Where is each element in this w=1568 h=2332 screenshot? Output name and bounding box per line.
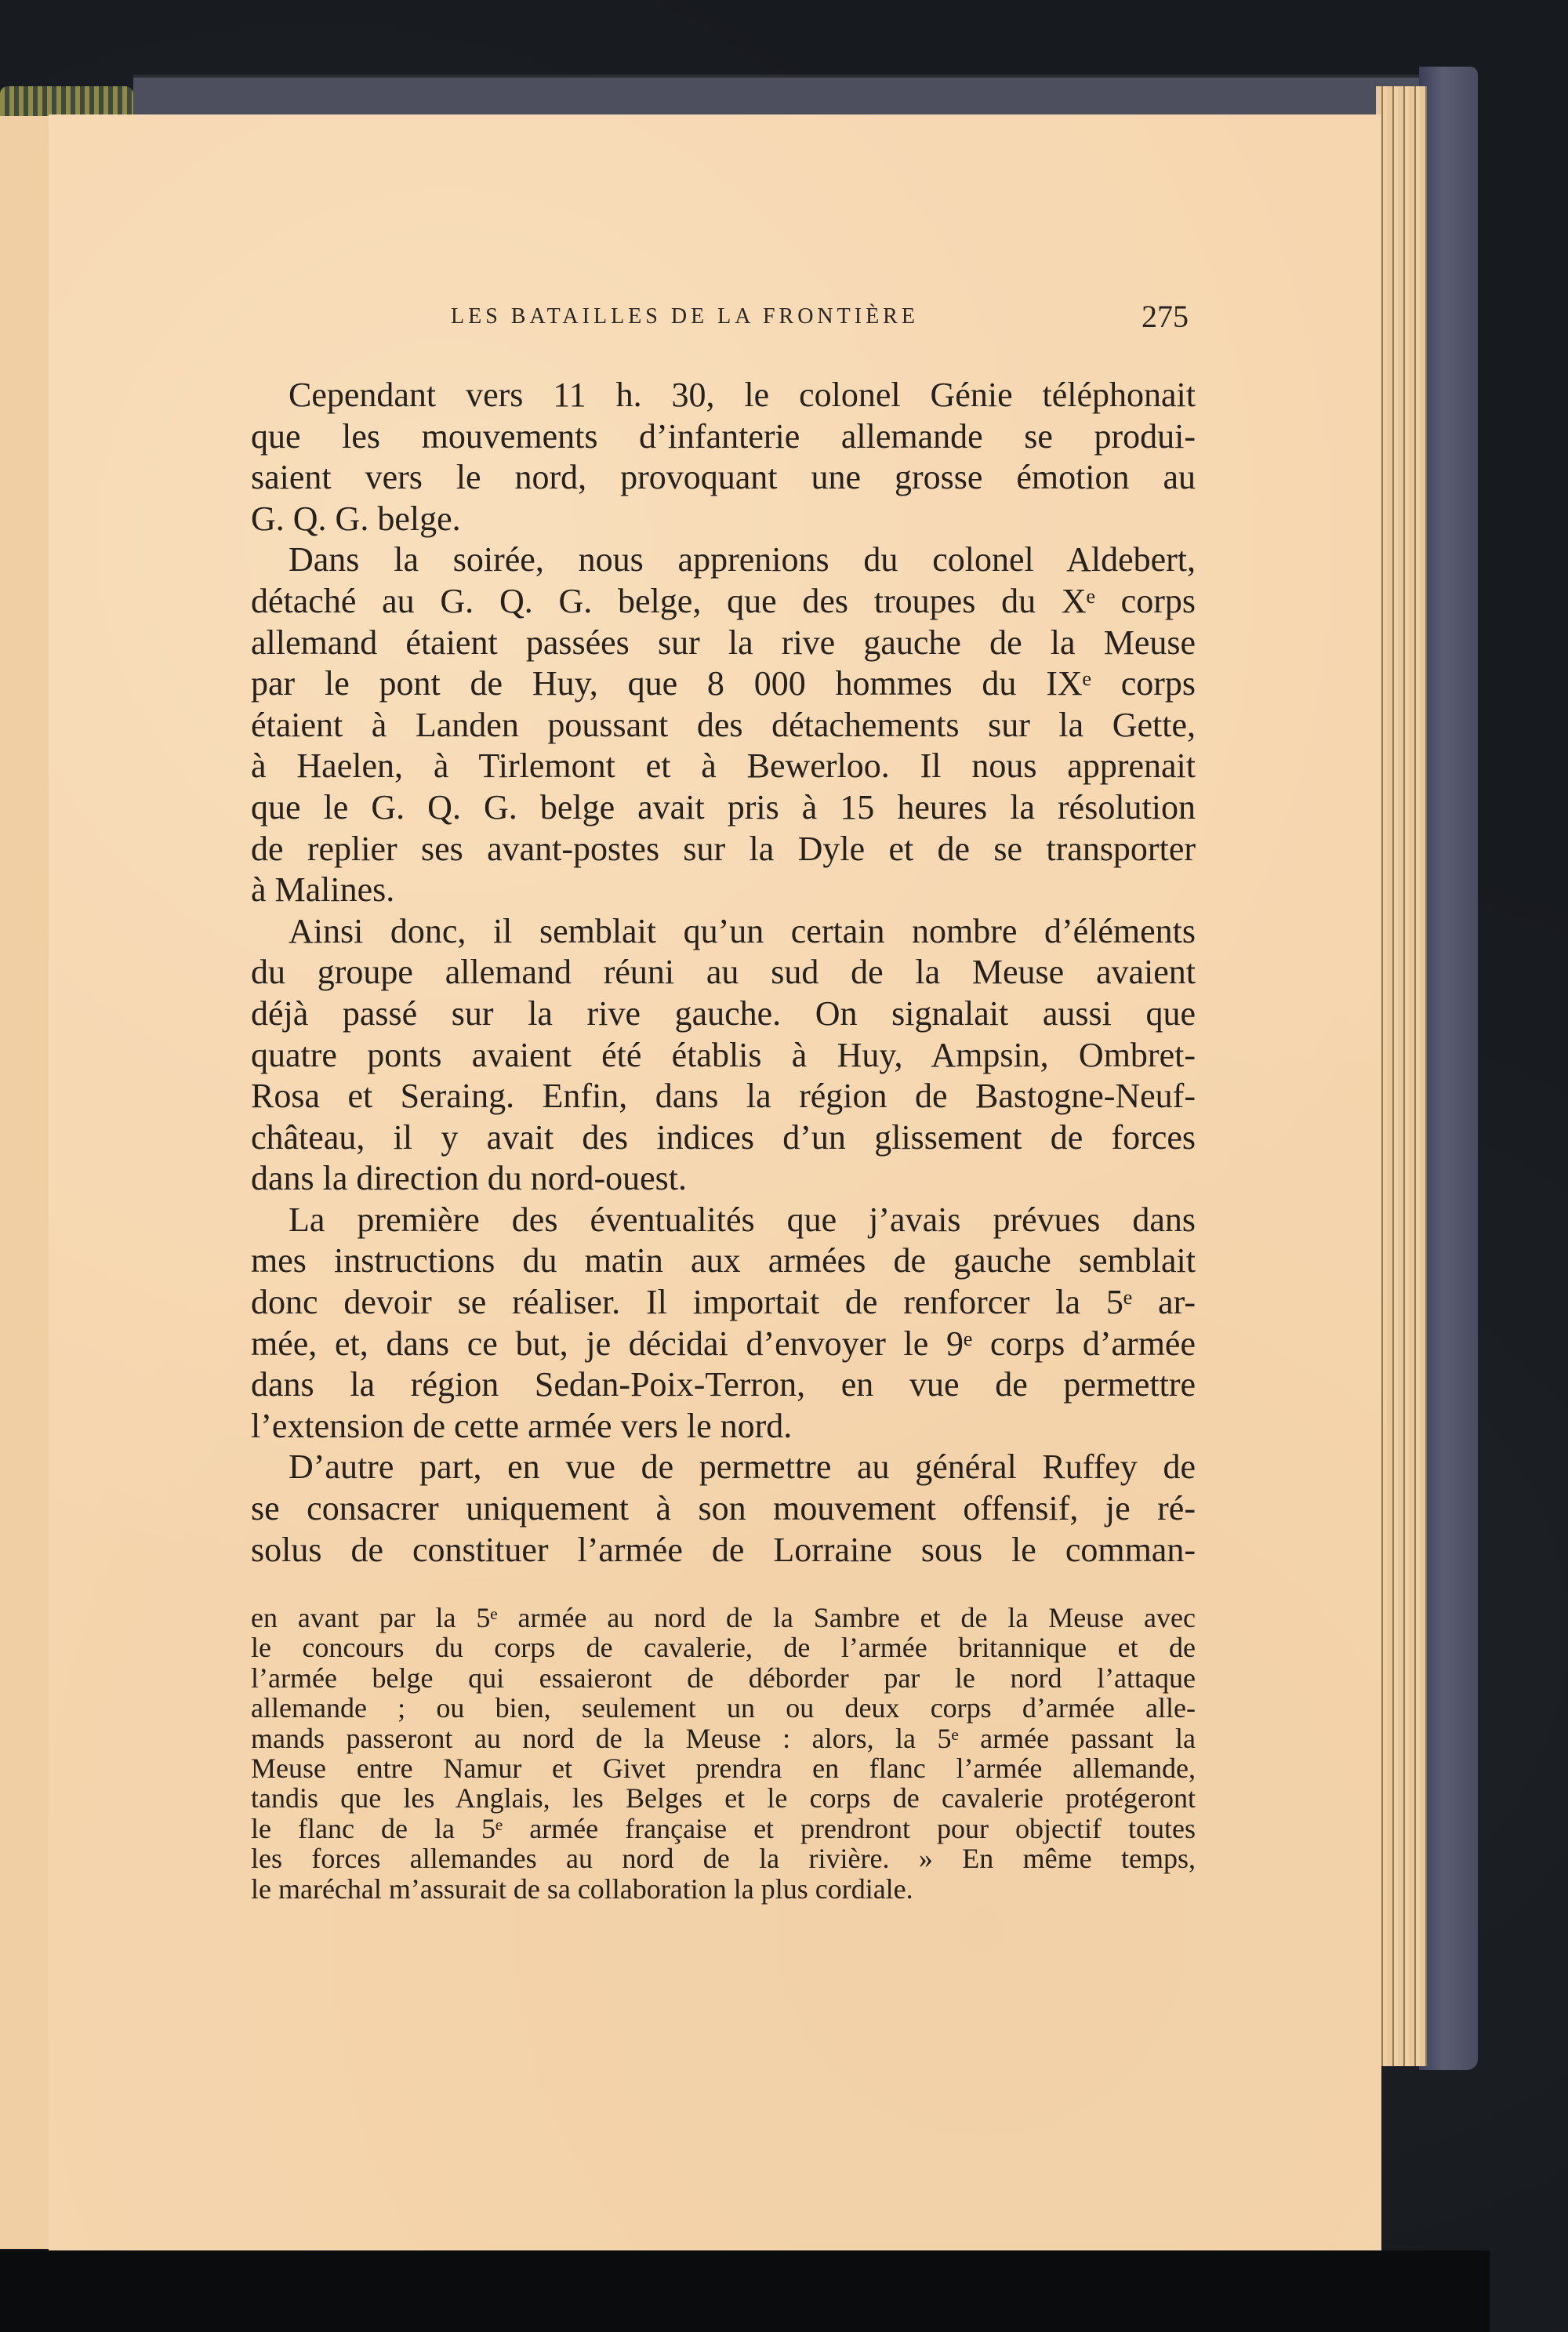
text-line: déjà passé sur la rive gauche. On signalait aussi que xyxy=(251,993,1196,1033)
text-line: Rosa et Seraing. Enfin, dans la région de Bastogne-Neuf- xyxy=(251,1077,1196,1116)
page-number: 275 xyxy=(1142,299,1189,334)
book-cover-right-edge xyxy=(1419,67,1478,2070)
footnote-line: tandis que les Anglais, les Belges et le corps de cavalerie protégeront xyxy=(251,1782,1196,1814)
text-line: étaient à Landen poussant des détachements sur la Gette, xyxy=(251,705,1196,744)
text-line: solus de constituer l’armée de Lorraine sous le comman- xyxy=(251,1530,1196,1569)
text-line: saient vers le nord, provoquant une grosse émotion au xyxy=(251,458,1196,497)
footnote-line: les forces allemandes au nord de la rivière. » En même temps, xyxy=(251,1843,1196,1875)
text-line: Dans la soirée, nous apprenions du colonel Aldebert, xyxy=(289,540,1196,579)
text-line: D’autre part, en vue de permettre au général Ruffey de xyxy=(289,1448,1196,1487)
facing-page-sliver xyxy=(0,116,50,2249)
text-line: par le pont de Huy, que 8 000 hommes du IXᵉ corps xyxy=(251,664,1196,703)
text-line: détaché au G. Q. G. belge, que des troupes du Xᵉ corps xyxy=(251,581,1196,620)
text-line: à Malines. xyxy=(251,870,395,910)
text-line: du groupe allemand réuni au sud de la Meuse avaient xyxy=(251,953,1196,992)
text-line: Cependant vers 11 h. 30, le colonel Génie téléphonait xyxy=(289,376,1196,414)
text-line: de replier ses avant-postes sur la Dyle et de se transporter xyxy=(251,829,1196,868)
footnote-line: l’armée belge qui essaieront de déborder par le nord l’attaque xyxy=(251,1662,1196,1694)
footnote xyxy=(251,1603,1196,1904)
footnote-line: allemande ; ou bien, seulement un ou deux corps d’armée alle- xyxy=(251,1692,1196,1724)
text-line: se consacrer uniquement à son mouvement offensif, je ré- xyxy=(251,1489,1196,1528)
text-line: dans la région Sedan-Poix-Terron, en vue de permettre xyxy=(251,1365,1196,1404)
book-cover-top-edge xyxy=(133,74,1466,117)
text-line: que les mouvements d’infanterie allemande se produi- xyxy=(251,416,1196,456)
running-head: LES BATAILLES DE LA FRONTIÈRE xyxy=(451,304,919,329)
text-line: quatre ponts avaient été établis à Huy, Ampsin, Ombret- xyxy=(251,1035,1196,1074)
background-shadow xyxy=(0,2250,1490,2332)
text-line: La première des éventualités que j’avais prévues dans xyxy=(289,1200,1196,1239)
footnote-line: le concours du corps de cavalerie, de l’armée britannique et de xyxy=(251,1632,1196,1664)
footnote-line: mands passeront au nord de la Meuse : alors, la 5ᵉ armée passant la xyxy=(251,1722,1196,1754)
text-line: l’extension de cette armée vers le nord. xyxy=(251,1406,793,1445)
footnote-line: le flanc de la 5ᵉ armée française et prendront pour objectif toutes xyxy=(251,1812,1196,1844)
text-line: que le G. Q. G. belge avait pris à 15 heures la résolution xyxy=(251,787,1196,826)
text-line: dans la direction du nord-ouest. xyxy=(251,1159,687,1198)
footnote-line: Meuse entre Namur et Givet prendra en flanc l’armée allemande, xyxy=(251,1752,1196,1784)
text-line: G. Q. G. belge. xyxy=(251,499,461,538)
text-line: château, il y avait des indices d’un glissement de forces xyxy=(251,1117,1196,1157)
main-text xyxy=(251,375,1196,1571)
page-stack-edges xyxy=(1376,86,1427,2066)
footnote-line: le maréchal m’assurait de sa collaboration la plus cordiale. xyxy=(251,1873,913,1905)
book-headband xyxy=(0,86,133,118)
footnote-line: en avant par la 5ᵉ armée au nord de la Sambre et de la Meuse avec xyxy=(251,1602,1196,1633)
text-line: Ainsi donc, il semblait qu’un certain nombre d’éléments xyxy=(289,911,1196,950)
text-line: mée, et, dans ce but, je décidai d’envoyer le 9ᵉ corps d’armée xyxy=(251,1324,1196,1363)
text-line: à Haelen, à Tirlemont et à Bewerloo. Il nous apprenait xyxy=(251,746,1196,786)
text-line: mes instructions du matin aux armées de gauche semblait xyxy=(251,1241,1196,1280)
text-line: donc devoir se réaliser. Il importait de renforcer la 5ᵉ ar- xyxy=(251,1283,1196,1322)
text-line: allemand étaient passées sur la rive gauche de la Meuse xyxy=(251,623,1196,662)
